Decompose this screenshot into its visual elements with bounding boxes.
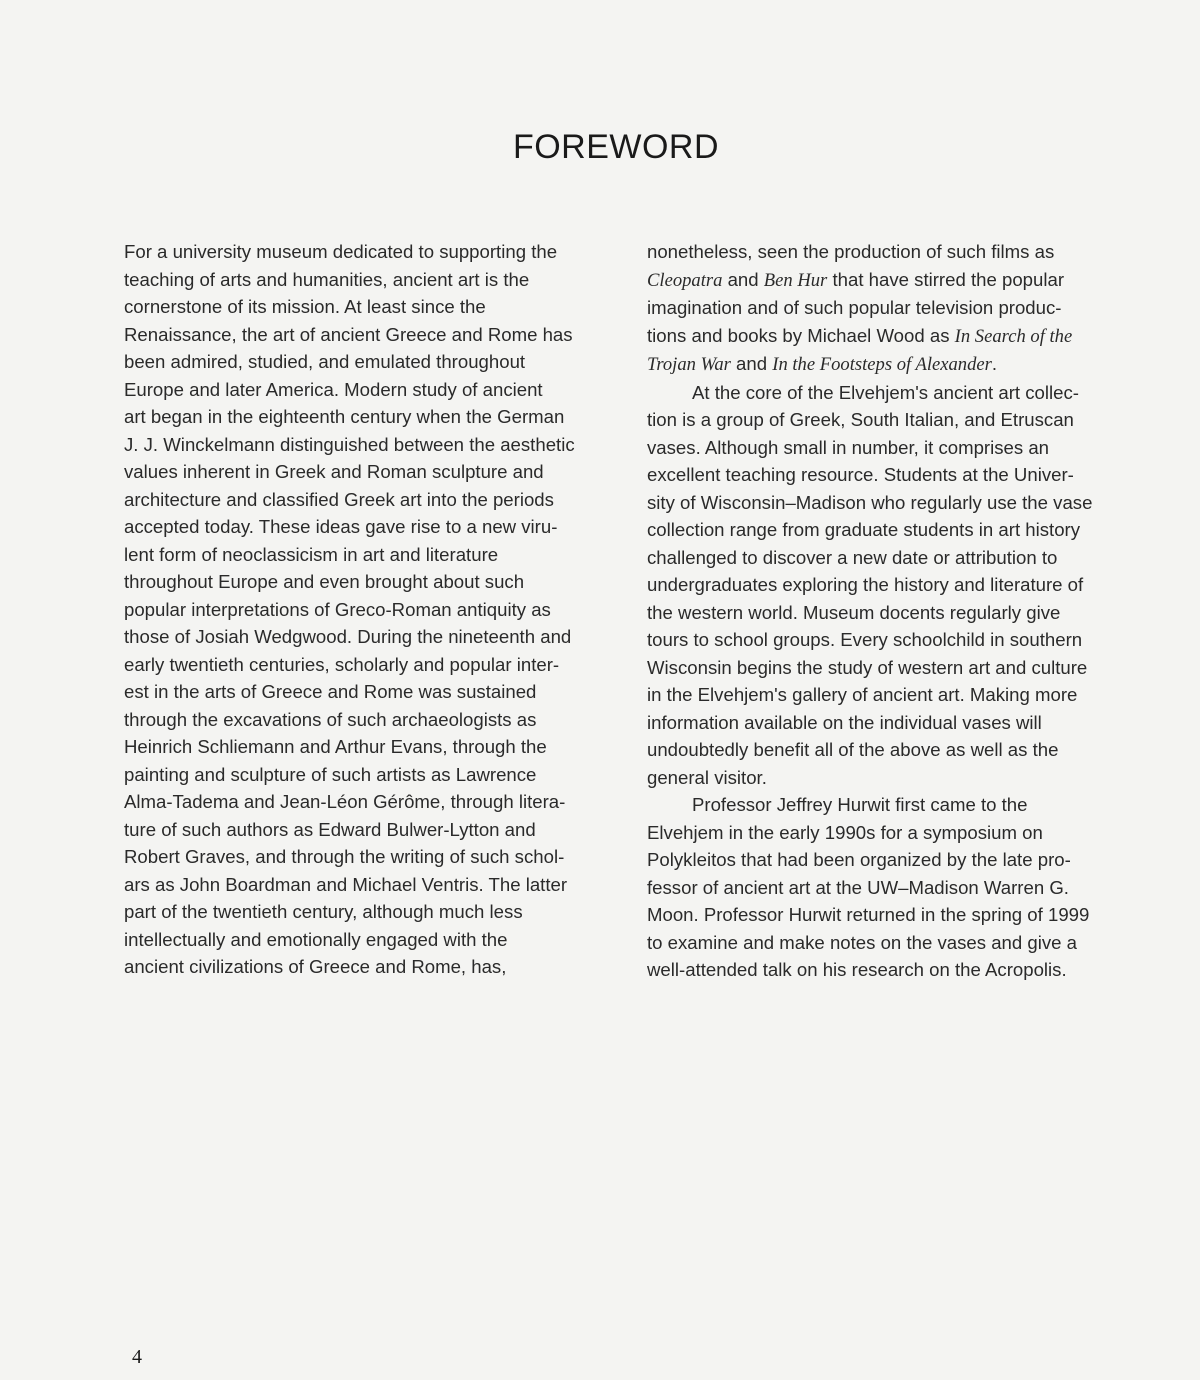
text-line: sity of Wisconsin–Madison who regularly use the vase (647, 491, 1093, 513)
text-line: in the Elvehjem's gallery of ancient art. Making more (647, 684, 1078, 705)
text-line: values inherent in Greek and Roman sculpture and (124, 461, 544, 482)
text-line: tours to school groups. Every schoolchild in southern (647, 629, 1083, 650)
text-fragment: tions and books by Michael Wood as (647, 324, 955, 346)
text-line: teaching of arts and humanities, ancient art is the (124, 268, 530, 290)
text-line: Heinrich Schliemann and Arthur Evans, through the (124, 736, 547, 757)
text-line: Europe and later America. Modern study of ancient (124, 378, 543, 400)
text-line: Renaissance, the art of ancient Greece and Rome has (124, 323, 573, 345)
text-line: through the excavations of such archaeologists as (124, 708, 537, 730)
text-line: lent form of neoclassicism in art and literature (124, 543, 499, 565)
text-line: tion is a group of Greek, South Italian, and Etruscan (647, 409, 1074, 430)
text-line (647, 322, 1117, 351)
film-title-ben-hur: Ben Hur (763, 269, 828, 291)
text-line: fessor of ancient art at the UW–Madison Warren G. (647, 876, 1069, 898)
text-line (647, 266, 1117, 295)
text-line: those of Josiah Wedgwood. During the nineteenth and (124, 626, 572, 647)
page-number: 4 (132, 1346, 142, 1368)
text-line: architecture and classified Greek art into the periods (124, 488, 554, 510)
text-line: At the core of the Elvehjem's ancient art collec- (692, 381, 1079, 403)
text-line: information available on the individual vases will (647, 711, 1042, 733)
text-fragment: that have stirred the popular (827, 268, 1065, 290)
text-line: art began in the eighteenth century when the German (124, 406, 565, 427)
text-line: cornerstone of its mission. At least since the (124, 296, 486, 317)
book-title-in-search: In Search of the (954, 325, 1073, 347)
text-fragment: and (730, 353, 773, 374)
text-line: early twentieth centuries, scholarly and popular inter- (124, 653, 560, 675)
page-title: FOREWORD (512, 128, 720, 166)
text-line: been admired, studied, and emulated throughout (124, 351, 526, 372)
text-line: est in the arts of Greece and Rome was sustained (124, 681, 537, 702)
text-line: throughout Europe and even brought about such (124, 571, 525, 592)
text-line: J. J. Winckelmann distinguished between the aesthetic (124, 433, 575, 455)
text-line: vases. Although small in number, it comprises an (647, 436, 1050, 458)
text-line: undoubtedly benefit all of the above as well as the (647, 739, 1059, 760)
text-fragment: and (722, 268, 764, 290)
text-line: ars as John Boardman and Michael Ventris. The latter (124, 873, 568, 895)
text-line: Elvehjem in the early 1990s for a symposium on (647, 821, 1043, 843)
text-line: collection range from graduate students in art history (647, 519, 1081, 540)
text-line: Professor Jeffrey Hurwit first came to the (692, 794, 1028, 815)
text-line: nonetheless, seen the production of such films as (647, 241, 1055, 262)
text-line: general visitor. (647, 766, 767, 788)
text-line: imagination and of such popular television produc- (647, 297, 1062, 318)
text-line: well-attended talk on his research on the Acropolis. (647, 959, 1067, 980)
text-line: Polykleitos that had been organized by the late pro- (647, 849, 1071, 870)
text-fragment: . (991, 353, 998, 374)
film-title-cleopatra: Cleopatra (647, 269, 723, 291)
text-line: the western world. Museum docents regularly give (647, 601, 1061, 623)
text-line: Moon. Professor Hurwit returned in the spring of 1999 (647, 904, 1090, 925)
right-column (647, 238, 1117, 984)
book-title-trojan-war: Trojan War (647, 354, 731, 375)
text-line: Robert Graves, and through the writing of such schol- (124, 846, 565, 867)
text-line: ture of such authors as Edward Bulwer-Lytton and (124, 818, 536, 840)
text-line: Wisconsin begins the study of western art and culture (647, 656, 1088, 678)
text-line: intellectually and emotionally engaged with the (124, 928, 508, 950)
text-line: excellent teaching resource. Students at the Univer- (647, 464, 1074, 485)
text-line (647, 350, 1117, 379)
text-line: part of the twentieth century, although much less (124, 901, 523, 922)
text-line: popular interpretations of Greco-Roman antiquity as (124, 598, 551, 620)
text-line: accepted today. These ideas gave rise to a new viru- (124, 516, 558, 537)
text-line: ancient civilizations of Greece and Rome, has, (124, 956, 507, 977)
text-line: painting and sculpture of such artists as Lawrence (124, 763, 537, 785)
left-column (124, 238, 594, 981)
text-line: to examine and make notes on the vases and give a (647, 931, 1077, 953)
book-title-footsteps: In the Footsteps of Alexander (772, 354, 992, 375)
text-line: challenged to discover a new date or attribution to (647, 546, 1058, 568)
text-line: For a university museum dedicated to supporting the (124, 241, 558, 262)
text-line: undergraduates exploring the history and literature of (647, 574, 1084, 595)
text-line: Alma-Tadema and Jean-Léon Gérôme, through litera- (124, 791, 566, 812)
